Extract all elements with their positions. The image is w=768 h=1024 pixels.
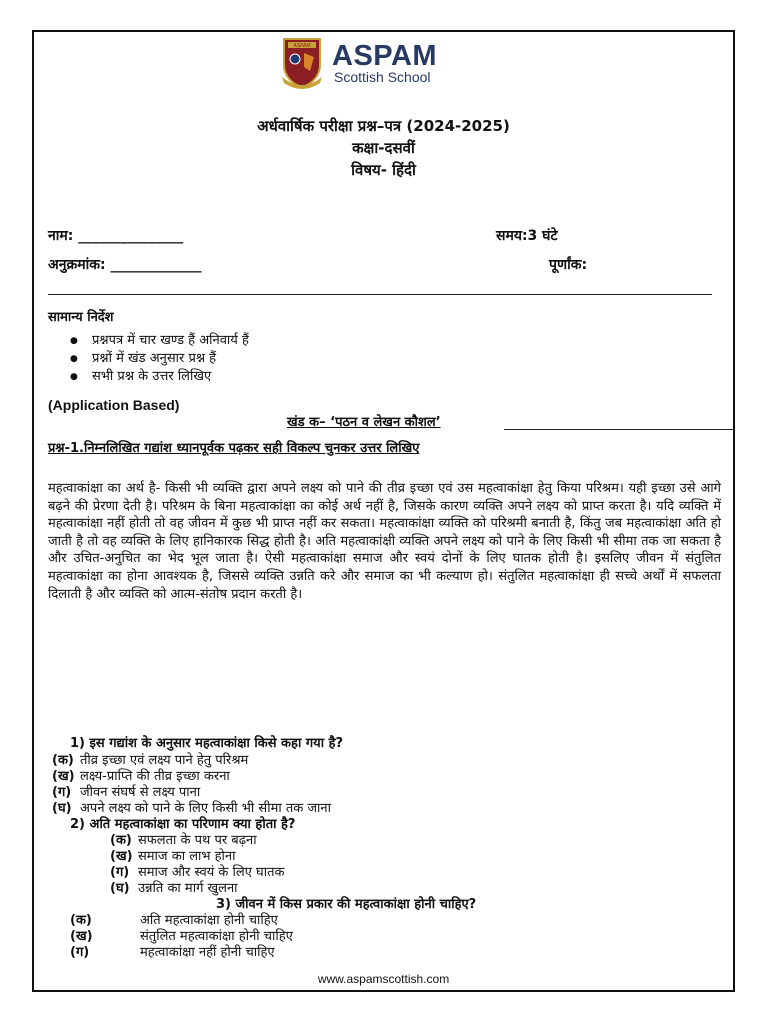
option-letter: (ग) <box>70 945 90 960</box>
heading-rule <box>504 429 735 430</box>
option-text: महत्वाकांक्षा नहीं होनी चाहिए <box>140 945 275 960</box>
school-crest-icon <box>280 37 324 89</box>
question-2: 2) अति महत्वाकांक्षा का परिणाम क्या होता है? <box>70 817 296 832</box>
q2-option <box>110 849 236 865</box>
question-3: 3) जीवन में किस प्रकार की महत्वाकांक्षा होनी चाहिए? <box>216 897 477 912</box>
option-text: संतुलित महत्वाकांक्षा होनी चाहिए <box>140 929 293 944</box>
question-1: 1) इस गद्यांश के अनुसार महत्वाकांक्षा किसे कहा गया है? <box>70 736 344 751</box>
crest-text: ASPAM <box>293 43 311 49</box>
exam-paper <box>32 30 735 992</box>
option-text: जीवन संघर्ष से लक्ष्य पाना <box>80 785 201 800</box>
q2-option <box>110 881 238 897</box>
q1-option <box>52 785 200 801</box>
school-logo <box>280 37 437 89</box>
subject-line: विषय- हिंदी <box>351 161 416 179</box>
option-text: तीव्र इच्छा एवं लक्ष्य पाने हेतु परिश्रम <box>80 753 249 768</box>
q1-option <box>52 769 230 785</box>
option-letter: (ख) <box>70 929 93 944</box>
time-field: समय:3 घंटे <box>496 228 558 244</box>
option-letter: (ख) <box>52 769 75 784</box>
footer-website: www.aspamscottish.com <box>317 972 450 986</box>
instruction-item: ● प्रश्नों में खंड अनुसार प्रश्न हैं <box>70 350 249 368</box>
brand-name: ASPAM <box>332 40 438 72</box>
option-text: लक्ष्य-प्राप्ति की तीव्र इच्छा करना <box>80 769 230 784</box>
option-text: उन्नति का मार्ग खुलना <box>138 881 238 896</box>
class-line: कक्षा-दसवीं <box>352 139 415 157</box>
q2-option <box>110 865 284 881</box>
option-letter: (क) <box>110 833 132 848</box>
marks-field: पूर्णांक: <box>549 257 588 273</box>
question-1-instruction: प्रश्न-1.निम्नलिखित गद्यांश ध्यानपूर्वक पढ़कर सही विकल्प चुनकर उत्तर लिखिए <box>48 441 420 456</box>
q1-option <box>52 753 248 769</box>
option-text: सफलता के पथ पर बढ़ना <box>138 833 257 848</box>
name-field: नाम: _______________ <box>48 228 184 244</box>
option-letter: (क) <box>70 913 92 928</box>
instructions-list <box>70 332 249 386</box>
exam-title: अर्धवार्षिक परीक्षा प्रश्न–पत्र (2024-2025) <box>257 117 510 135</box>
q1-option <box>52 801 331 817</box>
q2-option <box>110 833 257 849</box>
q3-option <box>70 913 278 929</box>
divider <box>48 294 712 295</box>
option-letter: (ख) <box>110 849 133 864</box>
instruction-item: ● प्रश्नपत्र में चार खण्ड हैं अनिवार्य हैं <box>70 332 249 350</box>
instruction-item: ● सभी प्रश्न के उत्तर लिखिए <box>70 368 249 386</box>
option-letter: (घ) <box>52 801 72 816</box>
brand-subtitle: Scottish School <box>334 69 431 85</box>
option-letter: (ग) <box>52 785 72 800</box>
section-heading: खंड क– ‘पठन व लेखन कौशल’ <box>287 415 441 430</box>
option-text: अपने लक्ष्य को पाने के लिए किसी भी सीमा तक जाना <box>80 801 331 816</box>
option-letter: (क) <box>52 753 74 768</box>
q3-option <box>70 929 293 945</box>
option-letter: (ग) <box>110 865 130 880</box>
option-text: अति महत्वाकांक्षा होनी चाहिए <box>140 913 278 928</box>
option-text: समाज का लाभ होना <box>138 849 236 864</box>
instructions-heading: सामान्य निर्देश <box>48 310 114 325</box>
reading-passage: महत्वाकांक्षा का अर्थ है- किसी भी व्यक्ति द्वारा अपने लक्ष्य को पाने की तीव्र इच्छा एवं उस महत्वाकांक्षा हेतु किया परिश्रम। यही इच्छा उसे आगे बढ़ने की प्रेरणा देती है। परिश्रम के बिना महत्वाकांक्षा का कोई अर्थ नहीं है, जिसके कारण व्यक्ति अपने लक्ष्य को प्राप्त करता है। यदि व्यक्ति में महत्वाकांक्षा नहीं होती तो वह जीवन में कुछ भी प्राप्त नहीं कर सकता। महत्वाकांक्षा व्यक्ति को परिश्रमी बनाती है, किंतु जब महत्वाकांक्षा अति हो जाती है तो वह व्यक्ति के लिए हानिकारक सिद्ध होती है। अति महत्वाकांक्षी व्यक्ति अपने लक्ष्य को पाने के लिए किसी भी सीमा तक जा सकता है और उचित-अनुचित का भेद भूल जाता है। ऐसी महत्वाकांक्षा समाज और स्वयं दोनों के लिए घातक होती है। इसलिए जीवन में संतुलित महत्वाकांक्षा का होना आवश्यक है, जिससे व्यक्ति उन्नति करे और समाज का भी कल्याण हो। संतुलित महत्वाकांक्षा ही सच्चे अर्थों में सफलता दिलाती है और व्यक्ति को आत्म-संतोष प्रदान करती है। <box>48 481 721 602</box>
option-letter: (घ) <box>110 881 130 896</box>
option-text: समाज और स्वयं के लिए घातक <box>138 865 285 880</box>
q3-option <box>70 945 275 961</box>
roll-number-field: अनुक्रमांक: _____________ <box>48 257 202 273</box>
section-label: (Application Based) <box>48 397 180 413</box>
